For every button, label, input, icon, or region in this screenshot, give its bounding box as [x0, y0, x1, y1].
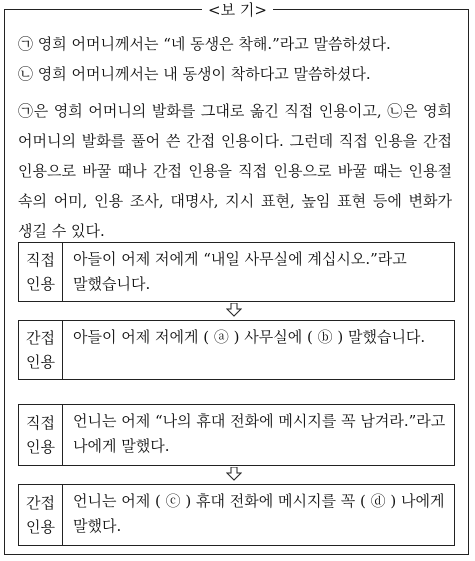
box-text: 언니는 어제 “나의 휴대 전화에 메시지를 꼭 남겨라.”라고 나에게 말했다.	[73, 412, 446, 455]
box-label: 직접 인용	[19, 405, 63, 465]
explanation-paragraph: ㉠은 영희 어머니의 발화를 그대로 옮긴 직접 인용이고, ㉡은 영희 어머니의 발화를 풀어 쓴 간접 인용이다. 그런데 직접 인용을 간접 인용으로 바꿀 때나 간접 인용을 직접 인용으로 바꿀 때는 인용절 속의 어미, 인용 조사, 대명사, 지시 표현, 높임 표현 등에 변화가 생길 수 있다.	[18, 102, 452, 240]
indirect-quote-box-2	[18, 484, 455, 546]
box-label: 간접 인용	[19, 485, 63, 545]
direct-quote-box-1	[18, 242, 455, 302]
indirect-quote-box-1	[18, 320, 455, 380]
down-arrow-icon	[226, 467, 242, 481]
box-text: 아들이 어제 저에게 “내일 사무실에 계십시오.”라고 말했습니다.	[73, 250, 407, 293]
box-label: 직접 인용	[19, 243, 63, 301]
box-title: <보 기>	[0, 1, 475, 19]
example-sentence-2: ㉡ 영희 어머니께서는 내 동생이 착하다고 말씀하셨다.	[18, 65, 371, 83]
down-arrow-icon	[226, 303, 242, 317]
box-label: 간접 인용	[19, 321, 63, 379]
direct-quote-box-2	[18, 404, 455, 466]
box-text: 아들이 어제 저에게 ( ⓐ ) 사무실에 ( ⓑ ) 말했습니다.	[73, 328, 426, 346]
example-sentence-1: ㉠ 영희 어머니께서는 “네 동생은 착해.”라고 말씀하셨다.	[18, 35, 391, 53]
box-text: 언니는 어제 ( ⓒ ) 휴대 전화에 메시지를 꼭 ( ⓓ ) 나에게 말했다.	[73, 492, 445, 535]
